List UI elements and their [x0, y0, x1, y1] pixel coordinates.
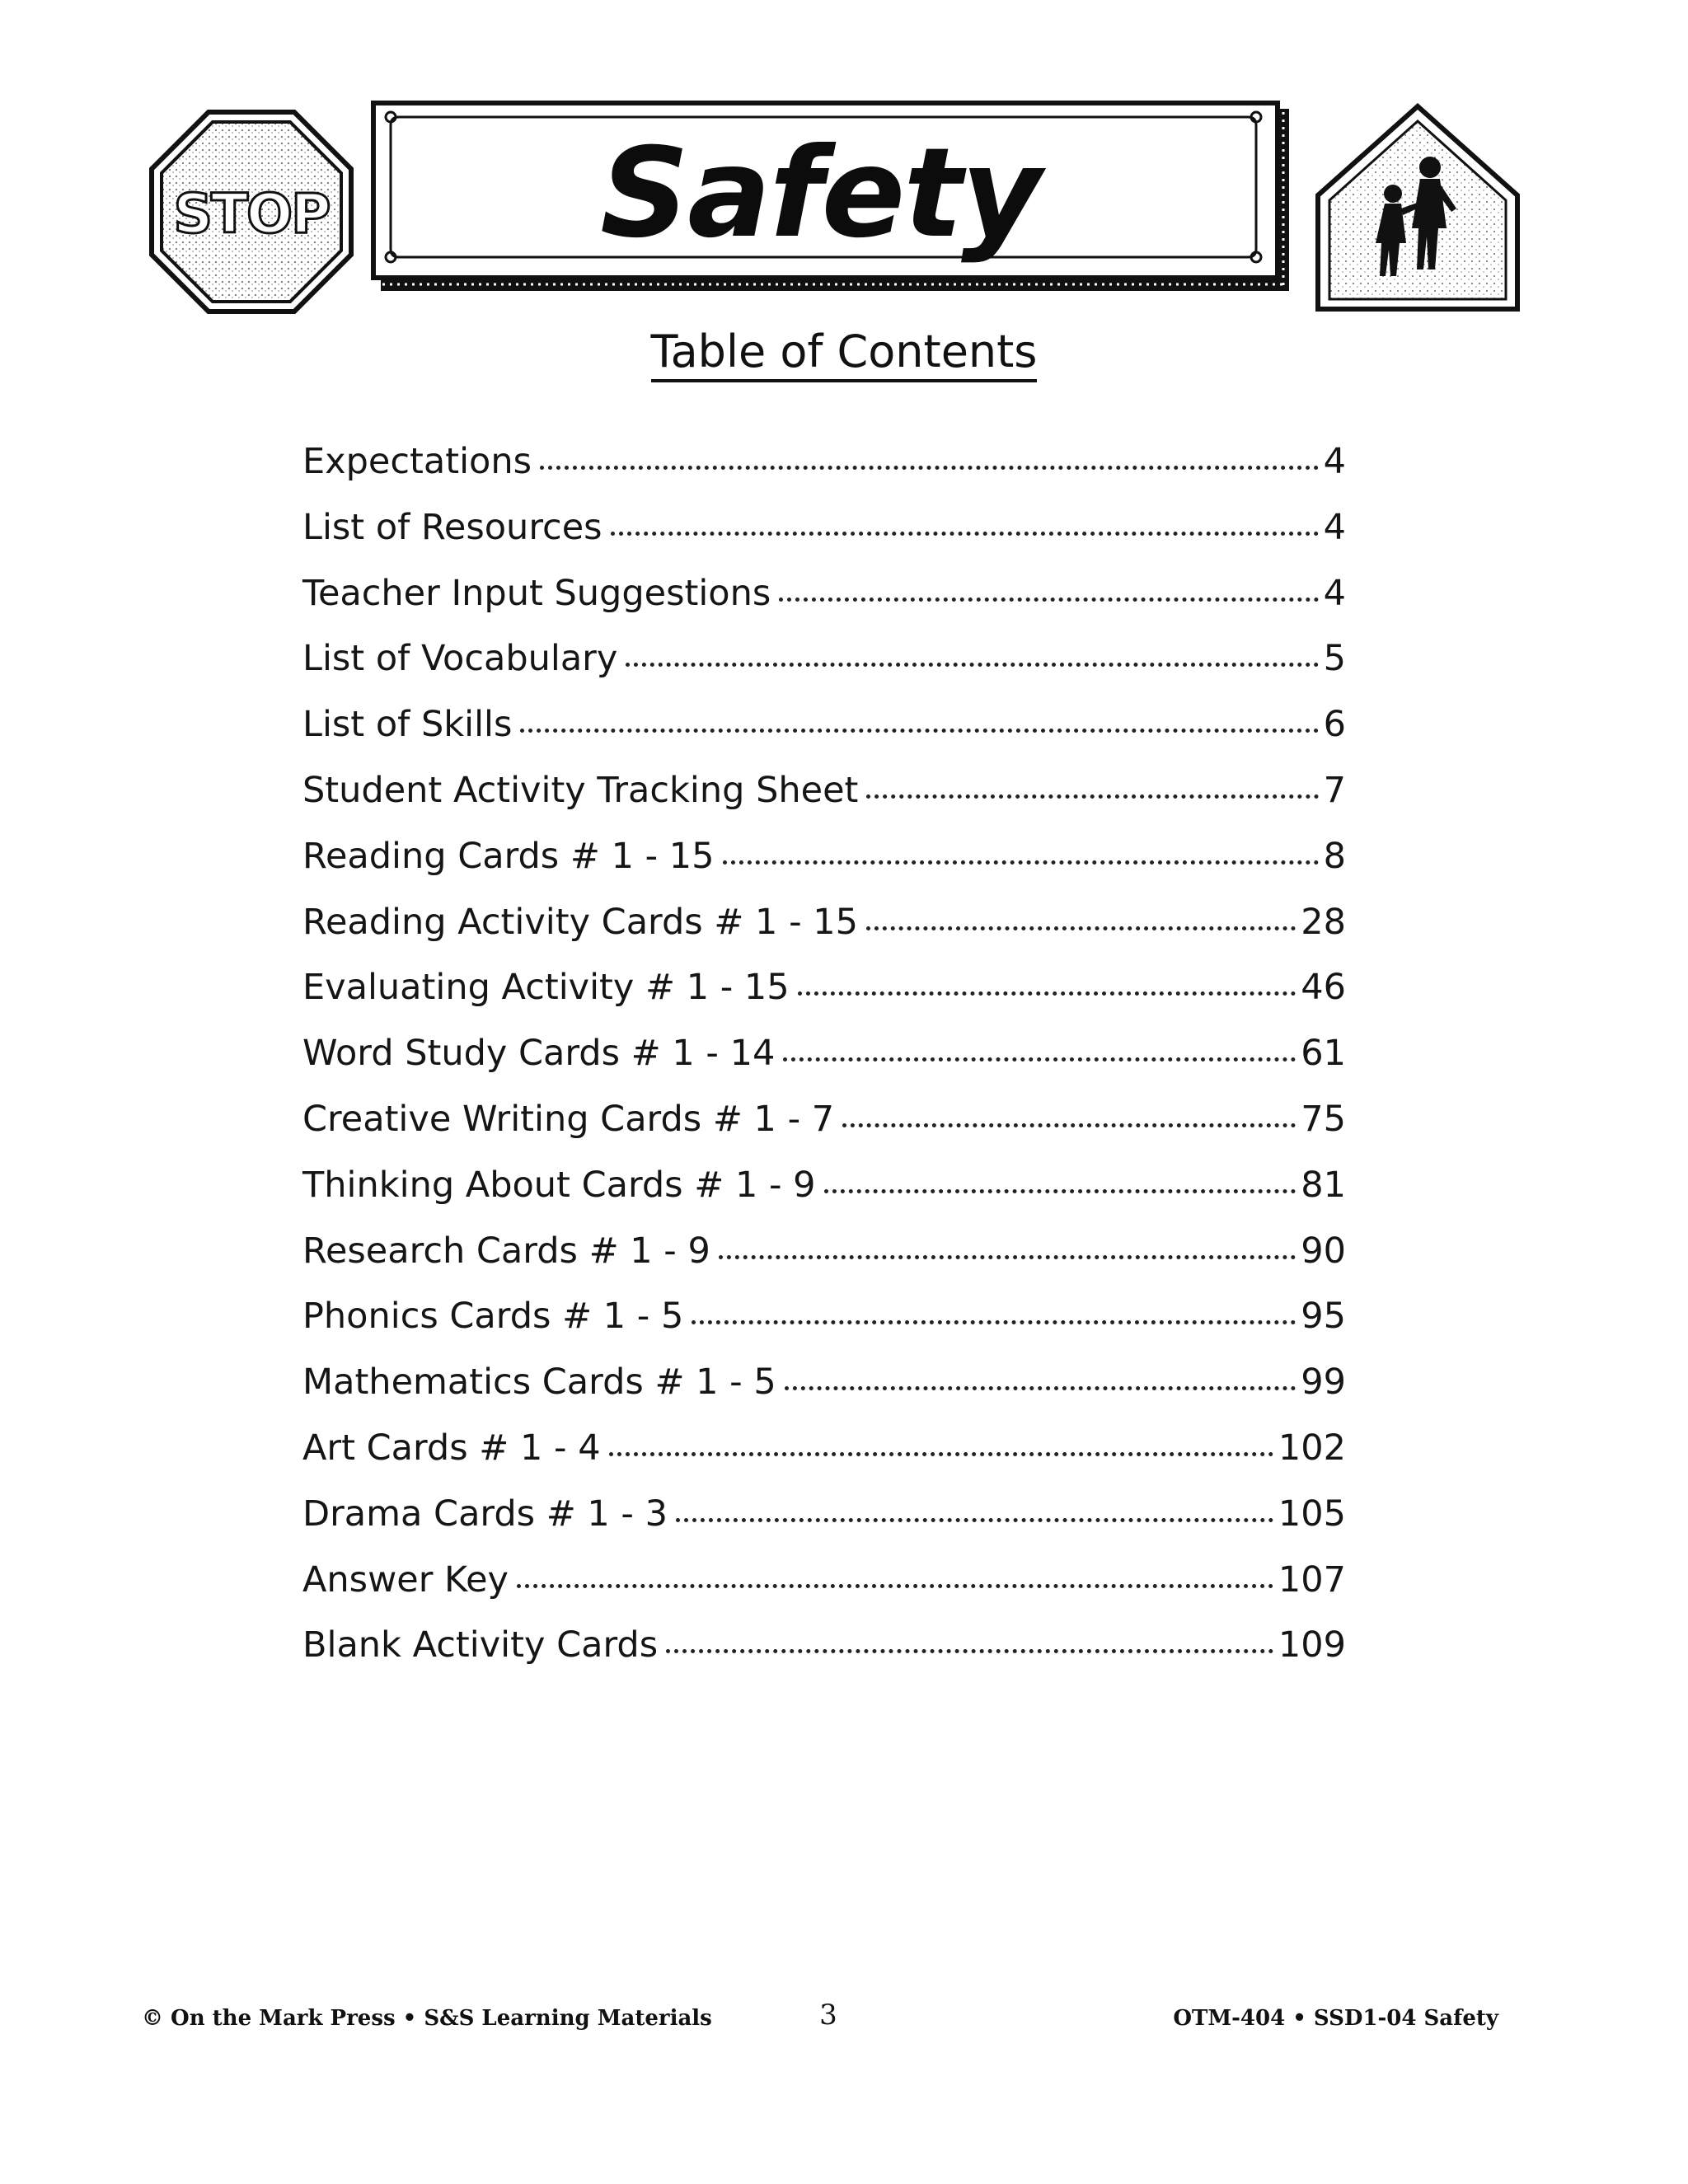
- toc-list: [302, 437, 1346, 1686]
- toc-dot-leader: [540, 466, 1319, 470]
- school-crossing-sign-icon: [1315, 103, 1521, 313]
- toc-entry-label: Creative Writing Cards # 1 - 7: [302, 1098, 835, 1140]
- toc-entry-label: Evaluating Activity # 1 - 15: [302, 967, 790, 1009]
- toc-entry: [302, 634, 1346, 700]
- toc-entry-page: 4: [1323, 441, 1346, 482]
- toc-entry-label: Reading Cards # 1 - 15: [302, 835, 715, 877]
- toc-entry-label: List of Skills: [302, 704, 513, 746]
- toc-entry: [302, 1094, 1346, 1160]
- toc-dot-leader: [517, 1584, 1273, 1588]
- toc-dot-leader: [785, 1386, 1296, 1390]
- toc-entry-label: Research Cards # 1 - 9: [302, 1230, 710, 1272]
- toc-entry-page: 81: [1301, 1164, 1346, 1206]
- toc-dot-leader: [842, 1123, 1296, 1127]
- toc-entry-label: Phonics Cards # 1 - 5: [302, 1296, 684, 1338]
- toc-entry: [302, 1423, 1346, 1489]
- toc-entry-label: Teacher Input Suggestions: [302, 572, 771, 614]
- toc-dot-leader: [824, 1189, 1296, 1193]
- toc-entry-label: Answer Key: [302, 1558, 509, 1601]
- toc-dot-leader: [626, 663, 1318, 667]
- toc-entry-page: 75: [1301, 1098, 1346, 1140]
- toc-entry-page: 46: [1301, 967, 1346, 1009]
- toc-dot-leader: [692, 1320, 1296, 1324]
- toc-entry: [302, 766, 1346, 832]
- toc-dot-leader: [779, 598, 1318, 602]
- toc-entry-page: 28: [1301, 901, 1346, 943]
- toc-entry-page: 102: [1278, 1427, 1346, 1469]
- toc-entry-page: 95: [1301, 1296, 1346, 1338]
- toc-entry: [302, 503, 1346, 569]
- toc-entry: [302, 1620, 1346, 1686]
- toc-entry-page: 5: [1323, 638, 1346, 680]
- toc-dot-leader: [723, 860, 1319, 865]
- toc-entry-label: Reading Activity Cards # 1 - 15: [302, 901, 858, 943]
- stop-sign-icon: [148, 109, 354, 315]
- toc-dot-leader: [798, 991, 1296, 996]
- toc-entry-page: 8: [1323, 835, 1346, 877]
- toc-entry-page: 4: [1323, 506, 1346, 548]
- toc-entry-label: Expectations: [302, 441, 532, 482]
- page-title: Safety: [600, 122, 1040, 265]
- toc-dot-leader: [611, 532, 1319, 536]
- toc-entry-page: 105: [1278, 1493, 1346, 1535]
- toc-entry-page: 4: [1323, 572, 1346, 614]
- toc-entry: [302, 1029, 1346, 1094]
- toc-entry-label: Word Study Cards # 1 - 14: [302, 1033, 776, 1075]
- toc-dot-leader: [719, 1255, 1296, 1259]
- toc-entry: [302, 1226, 1346, 1292]
- toc-entry: [302, 963, 1346, 1029]
- toc-dot-leader: [666, 1649, 1273, 1653]
- toc-entry: [302, 569, 1346, 635]
- toc-entry-label: List of Vocabulary: [302, 638, 618, 680]
- toc-entry: [302, 1357, 1346, 1423]
- toc-dot-leader: [866, 794, 1318, 799]
- toc-entry-page: 107: [1278, 1558, 1346, 1601]
- toc-entry-page: 7: [1323, 769, 1346, 811]
- toc-entry-page: 109: [1278, 1624, 1346, 1666]
- toc-dot-leader: [609, 1452, 1273, 1456]
- toc-dot-leader: [676, 1518, 1273, 1522]
- toc-dot-leader: [520, 729, 1318, 733]
- toc-dot-leader: [783, 1057, 1296, 1062]
- footer-publisher: © On the Mark Press • S&S Learning Materials: [142, 2006, 712, 2031]
- toc-heading: [495, 323, 1193, 381]
- toc-entry-label: Mathematics Cards # 1 - 5: [302, 1361, 776, 1404]
- toc-entry: [302, 437, 1346, 503]
- toc-entry: [302, 1555, 1346, 1621]
- stop-sign-text: STOP: [173, 182, 330, 246]
- toc-entry-label: Thinking About Cards # 1 - 9: [302, 1164, 816, 1206]
- toc-entry: [302, 1291, 1346, 1357]
- toc-entry: [302, 898, 1346, 963]
- toc-entry-page: 6: [1323, 704, 1346, 746]
- toc-dot-leader: [866, 926, 1296, 930]
- toc-entry-label: Student Activity Tracking Sheet: [302, 769, 859, 811]
- toc-entry-label: Blank Activity Cards: [302, 1624, 659, 1666]
- toc-entry-label: Drama Cards # 1 - 3: [302, 1493, 668, 1535]
- toc-entry-label: List of Resources: [302, 506, 603, 548]
- toc-entry: [302, 1160, 1346, 1226]
- toc-entry: [302, 832, 1346, 898]
- toc-heading-text: Table of Contents: [651, 326, 1038, 382]
- footer-product-code: OTM-404 • SSD1-04 Safety: [1173, 2006, 1498, 2031]
- toc-entry-page: 90: [1301, 1230, 1346, 1272]
- toc-entry-label: Art Cards # 1 - 4: [302, 1427, 601, 1469]
- toc-entry-page: 61: [1301, 1033, 1346, 1075]
- toc-entry: [302, 700, 1346, 766]
- toc-entry-page: 99: [1301, 1361, 1346, 1404]
- footer-page-number: 3: [819, 1999, 837, 2032]
- toc-entry: [302, 1489, 1346, 1555]
